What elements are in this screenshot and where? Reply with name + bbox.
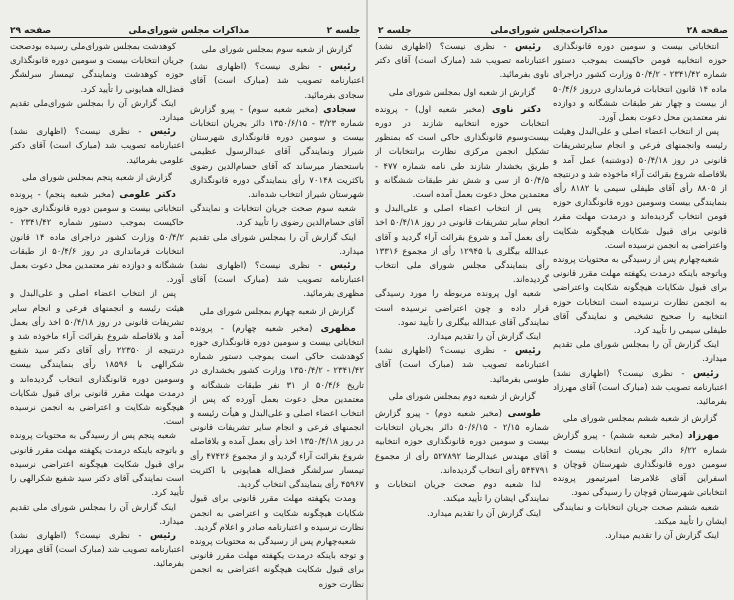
paragraph (553, 529, 727, 543)
paragraph (375, 202, 549, 287)
paragraph (190, 492, 364, 535)
paragraph-text: - نظری نیست؟ (اظهاری نشد) اعتبارنامه تصویب شد (مبارک است) آقای دکتر علومی بفرمائید. (10, 127, 184, 166)
speaker-name: مظهری (320, 322, 356, 334)
section-heading: گزارش از شعبه ششم بمجلس شورای ملی (562, 414, 718, 425)
paragraph-text: (مخبر شعبه پنجم) - پرونده انتخاباتی بیست و سومین دوره قانونگذاری حوزه حاکیست بموجب دستور شماره ۲۳۴۱/۴۲ - ۵۰/۴/۲ وزارت کشور دراجرای ماده ۱۴ قانون انتخابات فرمانداری در روز ۵۰/۴/۶ از طبقات ششگانه و دوازده نفر معتمدین محل دعوت بعمل آورد. (10, 190, 184, 286)
speaker-name: مهرزاد (687, 430, 719, 442)
paragraph (553, 367, 727, 410)
paragraph (553, 253, 727, 338)
speaker-name: رئیس (515, 41, 541, 52)
paragraph-text: (مخبر شعبه اول) - پرونده انتخابات حوزه انتخابیه شازند در دوره بیست‌وسوم قانونگذاری حاکی است که بمنظور تشکیل انجمن مرکزی نظارت برانتخابات از طریق بخشدار شازند طی نامه شماره ۴۷۷ - ۵۰/۴/۵ از سی و شش نفر طبقات ششگانه و معتمدین محل دعوت بعمل آمده است. (375, 104, 549, 201)
paragraph (375, 330, 549, 344)
paragraph (10, 287, 184, 429)
speaker-name: رئیس (330, 260, 356, 272)
page-header (378, 22, 728, 38)
page-29 (0, 0, 366, 600)
paragraph-text: لذا شعبه دوم صحت جریان انتخابات و نمایندگی ایشان را تأیید میکند. (375, 480, 549, 505)
paragraph (10, 40, 184, 97)
paragraph (375, 507, 549, 521)
paragraph (553, 125, 727, 253)
text-column (553, 40, 727, 596)
text-column (190, 40, 364, 596)
page-number: صفحه ۲۸ (686, 26, 728, 36)
speaker-name: دکتر علومی (119, 189, 176, 201)
speaker-name: رئیس (150, 126, 176, 138)
paragraph-text: پس از انتخاب اعضاء اصلی و علی‌البدل و انجام سایر تشریفات قانونی در روز ۵۰/۴/۱۸ اخذ رأی بعمل آمد و شروع بقرائت آراء گردید و آقای عبدالله بیگلری با ۱۲۹۴۵ رأی از مجموع ۱۳۳۱۶ رأی بنمایندگی مجلس شورای ملی انتخاب گردیده‌اند. (375, 204, 549, 286)
paragraph-text: - نظری نیست؟ (اظهاری نشد) اعتبارنامه تصویب شد (مبارک است) آقای طوسی بفرمائید. (375, 346, 549, 385)
paragraph-text: اینک گزارش آن را بمجلس شورای‌ملی تقدیم میدارد. (10, 98, 184, 124)
speaker-name: طوسی (507, 408, 541, 420)
paragraph-text: شعبه سوم صحت جریان انتخابات و نمایندگی آقای حسام‌الدین رضوی را تأیید کرد. (190, 204, 364, 229)
paragraph (190, 535, 364, 592)
paragraph-text: (مخبر شعبه سوم) - پیرو گزارش شماره ۳/۲۳ - ۱۳۵۰/۶/۱۵ دائر بجریان انتخابات بیست و سومین دوره قانونگذاری شهرستان شیراز ونمایندگی آقای عبدالرسول عظیمی باستحضار میرساند که آقای حسام‌الدین رضوی باکثریت ۷۰۱۴۸ رأی بنمایندگی دوره قانونگذاری شهرستان شیراز انتخاب شده‌اند. (190, 104, 364, 201)
paragraph-text: اینک گزارش آن را تقدیم میدارد. (427, 508, 541, 519)
paragraph-text: شعبه پنجم پس از رسیدگی به محتویات پرونده و باتوجه باینکه درمدت یکهفته مهلت مقرر قانونی برای قبول شکایت هیچگونه اعتراضی نرسیده است نمایندگی آقای دکتر سید شفیع شکرالهی را تأیید کرد. (10, 431, 184, 499)
paragraph-text: اینک گزارش آن را بمجلس شورای ملی تقدیم میدارد. (10, 502, 184, 527)
session-label: جلسه ۲ (326, 26, 360, 36)
paragraph (190, 231, 364, 259)
paragraph (375, 103, 549, 202)
page-number: صفحه ۲۹ (10, 26, 52, 36)
paragraph-text: - نظری نیست؟ (اظهاری نشد) اعتبارنامه تصویب شد (مبارک است) آقای مهرزاد بفرمائید. (10, 530, 184, 570)
page-28 (368, 0, 734, 600)
page-header (10, 22, 360, 38)
paragraph (190, 103, 364, 202)
paragraph-text: - نظری نیست؟ (اظهاری نشد) اعتبارنامه تصویب شد (مبارک است) آقای دکتر ناوی بفرمائید. (375, 42, 549, 81)
paragraph-text: شعبه‌چهارم پس از رسیدگی به محتویات پرونده و توجه باینکه درمدت یکهفته مهلت مقرر قانونی برای قبول شکایت هیچگونه اعتراضی به انجمن نظارت حوزه (190, 536, 364, 590)
paragraph (190, 259, 364, 302)
section-heading: گزارش از شعبه اول بمجلس شورای ملی (388, 87, 536, 98)
section-heading: گزارش از شعبه سوم بمجلس شورای ملی (201, 45, 353, 55)
paragraph-text: انتخاباتی بیست و سومین دوره قانونگذاری حوزه انتخابیه فومن حاکیست بموجب دستور شماره ۲۳۴۱/۴۲ - ۵۰/۴/۲ وزارت کشور دراجرای ماده ۱۴ قانون انتخابات فرمانداری درروز ۵۰/۴/۶ از بیست و چهار نفر طبقات ششگانه و دوازده نفر معتمدین محل دعوت بعمل آورد. (553, 42, 727, 124)
paragraph-text: اینک گزارش آن را تقدیم میدارد. (605, 530, 719, 541)
paragraph (375, 478, 549, 506)
paragraph-text: (مخبر شعبه ششم) - پیرو گزارش شماره ۶/۲۲ دائر بجریان انتخابات بیست و سومین دوره قانونگذاری شهرستان قوچان و اسفراین آقای غلامرضا امیرتیمور پرونده انتخاباتی شهرستان قوچان را رسیدگی نمود. (553, 431, 727, 499)
paragraph-text: - نظری نیست؟ (اظهاری نشد) اعتبارنامه تصویب شد (مبارک است) آقای مظهری بفرمائید. (190, 261, 364, 300)
paragraph-text: کوهدشت بمجلس شورای‌ملی رسیده بودصحت جریان انتخابات بیست و سومین دوره قانونگذاری حوزه کوهدشت ونمایندگی تیمسار سرلشگر فضل‌اله همایونی را تأیید کرد. (10, 42, 184, 95)
running-title: مذاکرات مجلس شورای‌ملی (128, 26, 250, 36)
paragraph (553, 40, 727, 125)
paragraph (190, 202, 364, 230)
speaker-name: رئیس (693, 367, 719, 379)
speaker-name: رئیس (150, 529, 176, 541)
paragraph (190, 60, 364, 103)
paragraph-text: اینک گزارش آن را بمجلس شورای ملی تقدیم میدارد. (553, 340, 727, 365)
paragraph (10, 125, 184, 168)
paragraph-text: اینک گزارش آن را تقدیم میدارد. (427, 332, 541, 343)
paragraph (10, 529, 184, 572)
paragraph (375, 407, 549, 478)
text-column (375, 40, 549, 596)
speaker-name: سجادی (323, 103, 356, 115)
running-title: مذاکرات‌مجلس شورای‌ملی (490, 26, 608, 36)
paragraph (10, 188, 184, 287)
paragraph (375, 40, 549, 83)
paragraph (375, 344, 549, 387)
speaker-name: رئیس (330, 61, 356, 73)
speaker-name: دکتر ناوی (491, 103, 541, 115)
section-heading: گزارش از شعبه دوم بمجلس شورای ملی (388, 391, 536, 402)
paragraph (190, 322, 364, 492)
paragraph-text: - نظری نیست؟ (اظهاری نشد) اعتبارنامه تصویب شد (مبارک است) آقای مهرزاد بفرمائید. (553, 368, 727, 408)
paragraph-text: (مخبر شعبه چهارم) - پرونده انتخاباتی بیست و سومین دوره قانونگذاری حوزه کوهدشت حاکی است بموجب دستور شماره ۲۳۴۱/۴۲ - ۱۳۵۰/۴/۲ وزارت کشور بخشداری در تاریخ ۵۰/۴/۶ از ۳۱ نفر طبقات ششگانه و معتمدین محل دعوت بعمل آورده که پس از انتخاب اعضاء اصلی و علی‌البدل و هیأت رئیسه و انجمنهای فرعی و انجام سایر تشریفات قانونی در روز ۱۳۵۰/۴/۱۸ اخذ رأی بعمل آمده و بلافاصله شروع بقرائت آراء گردید و از مجموع ۴۷۴۲۶ رأی تیمسار سرلشگر فضل‌اله همایونی با اکثریت ۴۵۹۶۷ رأی بنمایندگی انتخاب گردید. (190, 323, 364, 491)
paragraph-text: پس از انتخاب اعضاء اصلی و علی‌البدل و هیئت رئیسه و انجمنهای فرعی و انجام سایر تشریفات قانونی در روز ۵۰/۴/۱۸ اخذ رأی بعمل آمد و بلافاصله شروع بقرائت آراء ماخوذه شد و درنتیجه از ۲۲۳۵۰ رأی آقای دکتر سید شفیع شکرالهی با ۱۸۵۹۶ رأی بنمایندگی بیست وسومین دوره قانونگذاری انتخاب گردیده‌اند و درمدت مهلت مقرر قانونی برای قبول شکایات هیچگونه شکایت و اعتراضی به انجمن نرسیده است. (10, 289, 184, 428)
speaker-name: رئیس (515, 345, 541, 357)
paragraph (10, 501, 184, 529)
paragraph-text: - نظری نیست؟ (اظهاری نشد) اعتبارنامه تصویب شد (مبارک است) آقای سجادی بفرمائید. (190, 62, 364, 101)
paragraph-text: شعبه اول پرونده مربوطه را مورد رسیدگی قرار داده و چون اعتراضی نرسیده است نمایندگی آقای عبدالله بیگلری را تأیید نمود. (375, 289, 549, 328)
paragraph (553, 429, 727, 500)
paragraph-text: (مخبر شعبه دوم) - پیرو گزارش شماره ۲/۱۵ - ۵۰/۶/۱۵ دائر بجریان انتخابات بیست و سومین دوره قانونگذاری حوزه انتخابیه آقای مهندس عبدالرضا ۵۲۷۸۹۲ رأی از مجموع ۵۴۴۷۹۱ رأی انتخاب گردیده‌اند. (375, 409, 549, 476)
paragraph-text: شعبه‌چهارم پس از رسیدگی به محتویات پرونده وباتوجه باینکه درمدت یکهفته مهلت مقرر قانونی برای قبول شکایات هیچگونه شکایت واعتراضی به انجمن نظارت نرسیده است انتخابات حوزه انتخابیه را صحیح تشخیص و نمایندگی آقای طیفلی سیمی را تأیید کرد. (553, 255, 727, 337)
paragraph-text: شعبه ششم صحت جریان انتخابات و نمایندگی ایشان را تأیید میکند. (553, 502, 727, 527)
paragraph (10, 429, 184, 500)
text-column (10, 40, 184, 596)
paragraph (553, 338, 727, 366)
paragraph-text: ومدت یکهفته مهلت مقرر قانونی برای قبول شکایات هیچگونه شکایت و اعتراضی به انجمن نظارت نرسیده و اعتبارنامه صادر و اعلام گردید. (190, 494, 364, 533)
paragraph (553, 501, 727, 529)
paragraph (10, 97, 184, 125)
paragraph (375, 287, 549, 330)
session-label: جلسه ۲ (378, 26, 412, 36)
paragraph-text: پس از انتخاب اعضاء اصلی و علی‌البدل وهیئت رئیسه وانجمنهای فرعی و انجام سایرتشریفات قانونی در روز ۵۰/۴/۱۸ (دوشنبه) عمل آمد و بلافاصله شروع بقرائت آراء ماخوذه شد و درنتیجه از ۸۸۰۵ رأی آقای طیفلی سیمی با ۸۱۸۲ رأی بنمایندگی بیست وسومین دوره قانونگذاری حوزه فومن انتخاب گردیده‌اند و درمدت مهلت مقرر قانونی برای قبول شکایات هیچگونه شکایت واعتراضی به انجمن نرسیده است. (553, 127, 727, 251)
section-heading: گزارش از شعبه پنجم بمجلس شورای ملی (22, 172, 172, 183)
section-heading: گزارش از شعبه چهارم بمجلس شورای ملی (199, 306, 355, 317)
paragraph-text: اینک گزارش آن را بمجلس شورای ملی تقدیم میدارد. (190, 232, 364, 257)
